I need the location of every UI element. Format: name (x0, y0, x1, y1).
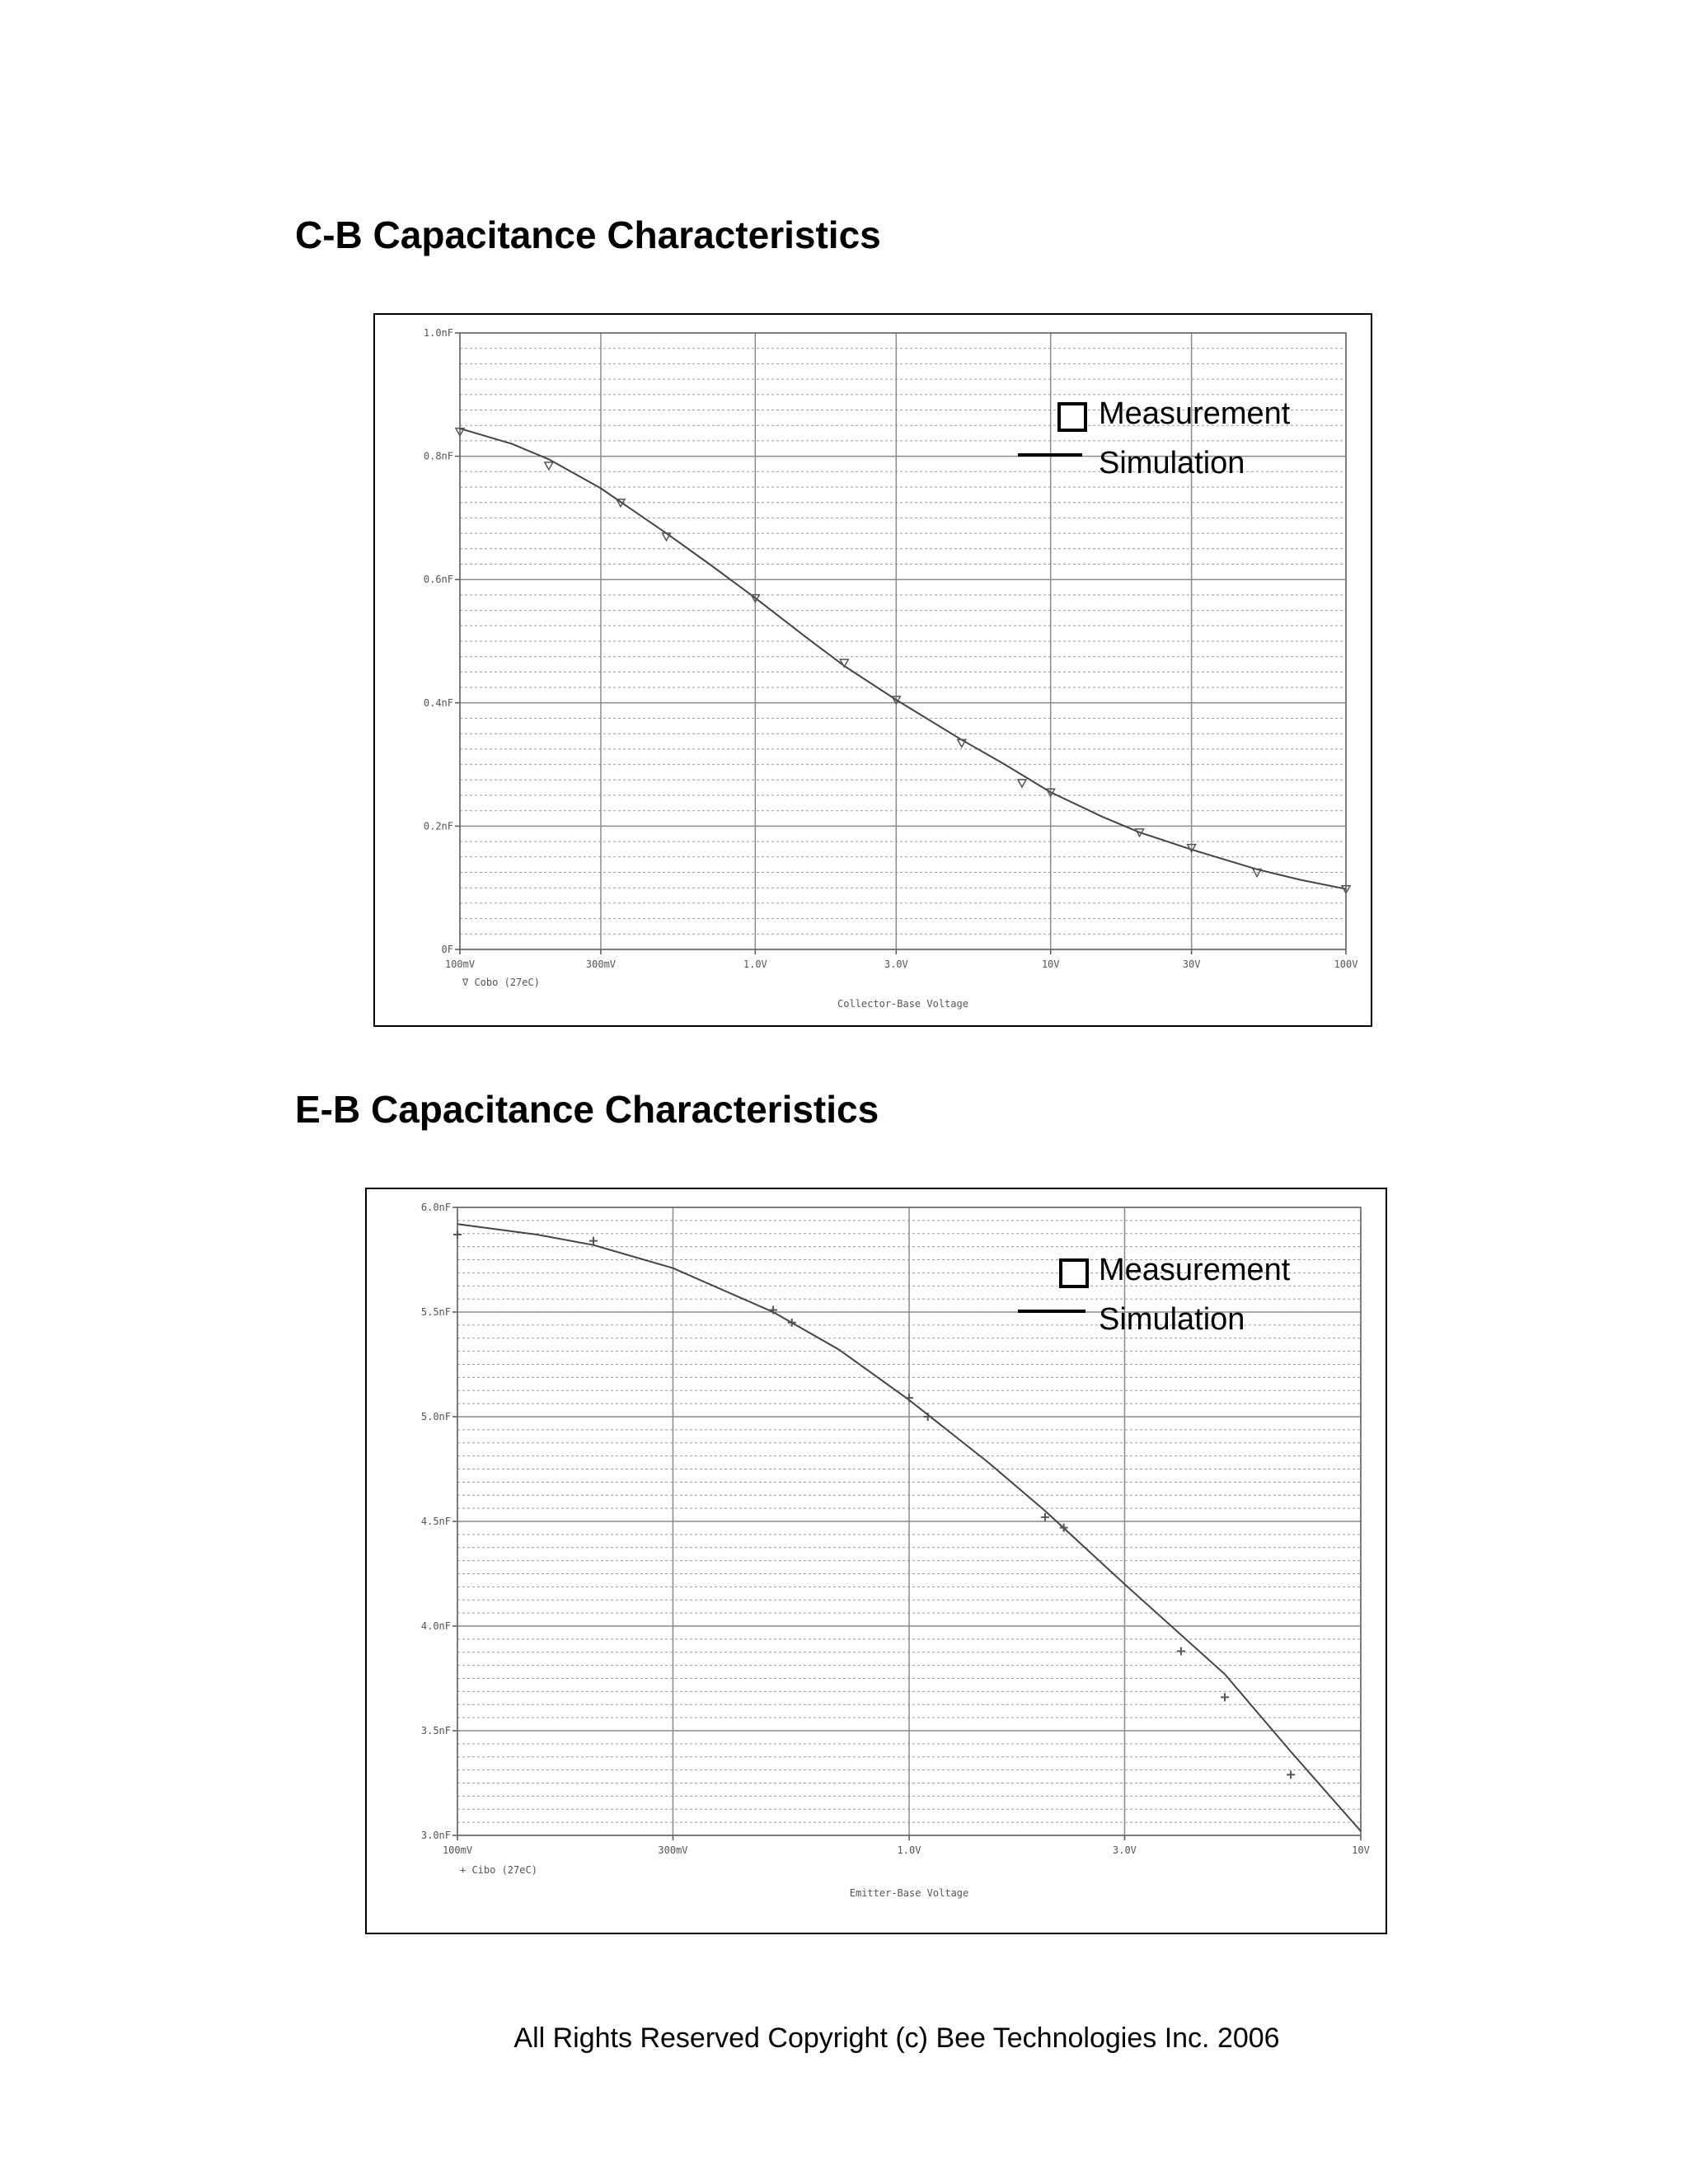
y-tick-label: 0.2nF (423, 820, 453, 832)
x-axis-label: Emitter-Base Voltage (849, 1887, 969, 1899)
eb-chart-svg (367, 1189, 1386, 1933)
x-tick-label: 300mV (585, 958, 617, 970)
x-tick-label: 100mV (442, 1844, 473, 1856)
y-tick-label: 0.6nF (423, 574, 453, 586)
y-tick-label: 6.0nF (420, 1202, 451, 1213)
x-tick-label: 3.0V (884, 958, 908, 970)
legend-measurement-label: Measurement (1099, 396, 1291, 431)
x-tick-label: 10V (1041, 958, 1060, 970)
copyright-notice (0, 2022, 1688, 2055)
measurement-point (545, 462, 553, 470)
trace-label: + Cibo (27eC) (460, 1864, 537, 1876)
measurement-point (1018, 780, 1026, 787)
y-tick-label: 0.4nF (423, 696, 453, 709)
y-tick-label: 0F (441, 944, 453, 955)
legend-measurement-label: Measurement (1099, 1253, 1291, 1287)
y-tick-label: 0.8nF (423, 450, 453, 462)
measurement-point (905, 1394, 913, 1402)
y-tick-label: 3.0nF (420, 1830, 451, 1841)
simulation-series-line (460, 429, 1346, 889)
legend-simulation-label: Simulation (1099, 446, 1245, 480)
copyright-text: All Rights Reserved Copyright (c) Bee Technologies Inc. 2006 (513, 2022, 1280, 2054)
eb-capacitance-chart (365, 1188, 1387, 1934)
y-tick-label: 4.0nF (420, 1620, 451, 1632)
eb-chart-title: E-B Capacitance Characteristics (295, 1088, 879, 1131)
y-tick-label: 1.0nF (423, 327, 453, 339)
x-tick-label: 1.0V (897, 1844, 921, 1856)
measurement-point (1177, 1647, 1185, 1655)
x-tick-label: 3.0V (1113, 1844, 1137, 1856)
cb-chart-svg (375, 315, 1371, 1025)
measurement-point (1287, 1770, 1295, 1779)
x-tick-label: 300mV (658, 1844, 688, 1856)
x-tick-label: 100V (1334, 958, 1358, 970)
cb-chart-title: C-B Capacitance Characteristics (295, 213, 881, 256)
x-tick-label: 100mV (444, 958, 476, 970)
legend-measurement-swatch (1061, 1260, 1087, 1286)
x-tick-label: 10V (1352, 1844, 1370, 1856)
trace-label: ∇ Cobo (27eC) (462, 977, 540, 988)
y-tick-label: 5.5nF (420, 1306, 451, 1318)
measurement-point (1221, 1693, 1229, 1701)
y-tick-label: 5.0nF (420, 1411, 451, 1422)
x-tick-label: 30V (1182, 958, 1201, 970)
y-tick-label: 3.5nF (420, 1725, 451, 1736)
measurement-point (924, 1413, 932, 1421)
x-axis-label: Collector-Base Voltage (837, 998, 968, 1010)
y-tick-label: 4.5nF (420, 1516, 451, 1527)
legend-simulation-label: Simulation (1099, 1302, 1245, 1337)
legend-measurement-swatch (1059, 404, 1085, 430)
x-tick-label: 1.0V (743, 958, 767, 970)
cb-capacitance-chart (373, 313, 1372, 1027)
measurement-point (453, 1230, 462, 1239)
